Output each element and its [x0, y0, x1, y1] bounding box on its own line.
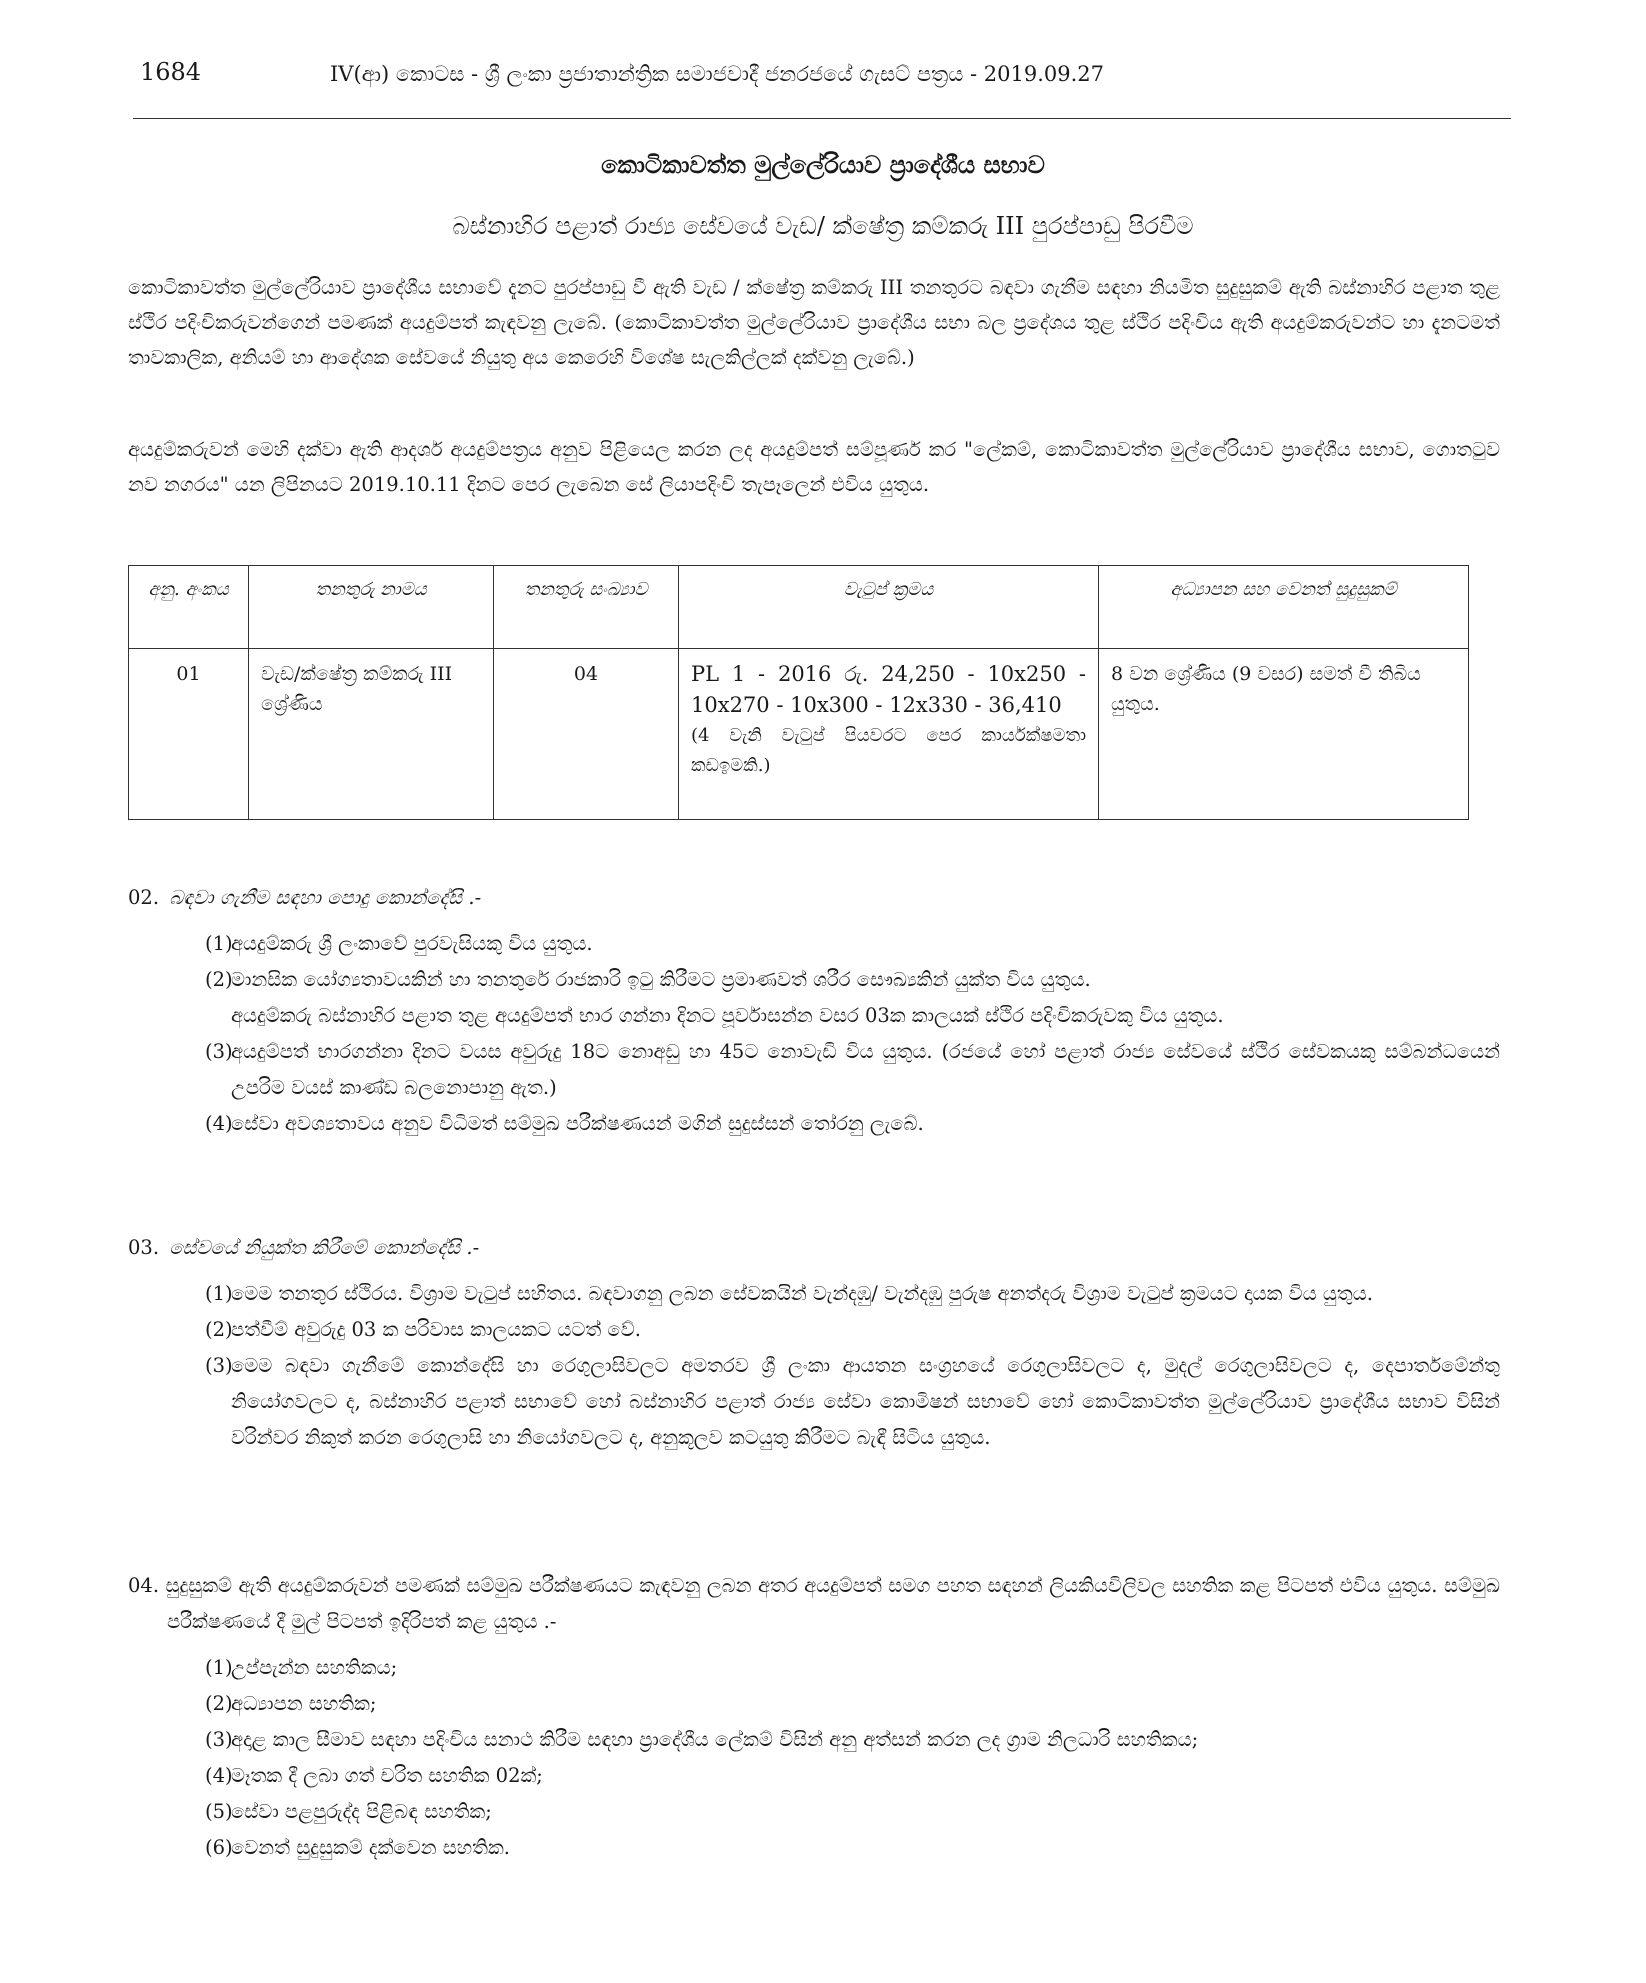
- item-number: (4): [205, 1112, 233, 1135]
- intro-paragraph-2: අයදුම්කරුවන් මෙහි දක්වා ඇති ආදර්ශ අයදුම්පත්‍රය අනුව පිළියෙල කරන ලද අයදුම්පත් සම්පූර්ණ කර "ලේකම්, කොටිකාවත්ත මුල්ලේරියාව ප්‍රාදේශීය සභාව, ගොතටුව නව නගරය" යන ලිපිනයට 2019.10.11 දිනට පෙර ලැබෙන සේ ලියාපදිංචි තැපෑලෙන් එවිය යුතුය.: [128, 438, 1500, 496]
- header-rule: [133, 118, 1511, 119]
- item-number: (2): [205, 1318, 233, 1341]
- section-heading: සේවයේ නියුක්ත කිරීමේ කොන්දේසි .-: [169, 1236, 480, 1259]
- list-item: [128, 926, 1500, 962]
- item-number: (5): [205, 1800, 233, 1823]
- section-03: [128, 1230, 1500, 1456]
- page-header: [140, 58, 1510, 98]
- table-row: [129, 649, 1469, 820]
- intro-paragraph-1: කොටිකාවත්ත මුල්ලේරියාව ප්‍රාදේශීය සභාවේ දැනට පුරප්පාඩු වී ඇති වැඩ / ක්ෂේත්‍ර කම්කරු III තනතුරට බඳවා ගැනීම සඳහා නියමිත සුදුසුකම් ඇති බස්නාහිර පළාත තුළ ස්ථිර පදිංචිකරුවන්ගෙන් පමණක් අයදුම්පත් කැඳවනු ලැබේ. (කොටිකාවත්ත මුල්ලේරියාව ප්‍රාදේශීය සභා බල ප්‍රදේශය තුළ ස්ථිර පදිංචිය ඇති අයදුම්කරුවන්ට හා දැනටමත් තාවකාලික, අනියම් හා ආදේශක සේවයේ නියුතු අය කෙරෙහි විශේෂ සැලකිල්ලක් දක්වනු ලැබේ.): [128, 276, 1500, 369]
- salary-scale-text: PL 1 - 2016 රු. 24,250 - 10x250 - 10x270 - 10x300 - 12x330 - 36,410: [691, 662, 1086, 717]
- col-header-qualifications: අධ්‍යාපන සහ වෙනත් සුදුසුකම්: [1099, 566, 1469, 649]
- item-text: සේවා අවශ්‍යතාවය අනුව විධිමත් සම්මුඛ පරීක්ෂණයන් මගින් සුදුස්සන් තෝරනු ලැබේ.: [231, 1112, 924, 1135]
- list-item: [128, 1106, 1500, 1142]
- page-number: 1684: [140, 58, 202, 86]
- item-text: වෙනත් සුදුසුකම් දක්වෙන සහතික.: [231, 1836, 510, 1859]
- item-number: (2): [205, 968, 233, 991]
- list-item: [128, 1794, 1500, 1830]
- item-number: (1): [205, 1282, 233, 1305]
- item-number: (6): [205, 1836, 233, 1859]
- list-item: [128, 1686, 1500, 1722]
- item-text: අධ්‍යාපන සහතික;: [231, 1692, 377, 1715]
- list-item: [128, 1348, 1500, 1456]
- item-number: (4): [205, 1764, 233, 1787]
- item-text: සේවා පළපුරුද්ද පිළිබඳ සහතික;: [231, 1800, 492, 1823]
- item-text: පත්වීම් අවුරුදු 03 ක පරිවාස කාලයකට යටත් වේ.: [231, 1318, 641, 1341]
- section-04-intro: [128, 1568, 1500, 1640]
- item-number: (3): [205, 1728, 233, 1751]
- col-header-serial: අනු. අංකය: [129, 566, 249, 649]
- list-item: [128, 1276, 1500, 1312]
- list-item: [128, 1034, 1500, 1106]
- council-title: කොටිකාවත්ත මුල්ලේරියාව ප්‍රාදේශීය සභාව: [601, 150, 1045, 179]
- cell-qualifications: 8 වන ශ්‍රේණිය (9 වසර) සමත් වී තිබිය යුතුය.: [1099, 649, 1469, 820]
- list-item: [128, 1312, 1500, 1348]
- item-text: අදාළ කාල සීමාව සඳහා පදිංචිය සනාථ කිරීම සඳහා ප්‍රාදේශීය ලේකම් විසින් අනු අත්සන් කරන ලද ග්‍රාම නිලධාරි සහතිකය;: [231, 1728, 1199, 1751]
- item-text: මෙම තනතුර ස්ථිරය. විශ්‍රාම වැටුප් සහිතය. බඳවාගනු ලබන සේවකයින් වැන්දඹු/ වැන්දඹු පුරුෂ අනත්දරු විශ්‍රාම වැටුප් ක්‍රමයට දායක විය යුතුය.: [231, 1282, 1373, 1305]
- list-item: [128, 1830, 1500, 1866]
- cell-post-count: 04: [494, 649, 679, 820]
- item-number: (1): [205, 932, 233, 955]
- item-number: (3): [205, 1040, 233, 1063]
- cell-post-name: වැඩ/ක්ෂේත්‍ර කම්කරු III ශ්‍රේණිය: [249, 649, 494, 820]
- col-header-salary-scale: වැටුප් ක්‍රමය: [679, 566, 1099, 649]
- section-number: 04.: [128, 1574, 160, 1597]
- section-number: 02.: [128, 886, 160, 909]
- notice-title: බස්නාහිර පළාත් රාජ්‍ය සේවයේ වැඩ/ ක්ෂේත්‍ර කම්කරු III පුරප්පාඩු පිරවීම: [452, 212, 1194, 240]
- gazette-header-title: IV(ආ) කොටස - ශ්‍රී ලංකා ප්‍රජාතාන්ත්‍රික සමාජවාදී ජනරජයේ ගැසට් පත්‍රය - 2019.09.27: [330, 62, 1104, 86]
- section-number: 03.: [128, 1236, 160, 1259]
- list-item: [128, 1722, 1500, 1758]
- list-item: [128, 962, 1500, 998]
- section-02-title: [128, 880, 1500, 916]
- table-header-row: [129, 566, 1469, 649]
- item-text: මෑතක දී ලබා ගත් චරිත සහතික 02ක්;: [231, 1764, 543, 1787]
- item-number: (2): [205, 1692, 233, 1715]
- item-number: (1): [205, 1656, 233, 1679]
- salary-note: (4 වැනි වැටුප් පියවරට පෙර කාර්යක්ෂමතා කඩඉමකි.): [691, 725, 1086, 776]
- col-header-post-name: තනතුරු නාමය: [249, 566, 494, 649]
- list-item: [128, 1650, 1500, 1686]
- section-04: [128, 1568, 1500, 1866]
- section-heading: බඳවා ගැනීම සඳහා පොදු කොන්දේසි .-: [169, 886, 482, 909]
- section-04-intro-text: සුදුසුකම් ඇති අයදුම්කරුවන් පමණක් සම්මුඛ පරීක්ෂණයට කැඳවනු ලබන අතර අයදුම්පත් සමග පහත සඳහන් ලියකියවිලිවල සහතික කළ පිටපත් එවිය යුතුය. සම්මුඛ පරීක්ෂණයේ දී මුල් පිටපත් ඉදිරිපත් කළ යුතුය .-: [165, 1574, 1500, 1633]
- item-text: මානසික යෝග්‍යතාවයකින් හා තනතුරේ රාජකාරි ඉටු කිරීමට ප්‍රමාණවත් ශරීර සෞඛ්‍යකින් යුක්ත විය යුතුය.: [231, 968, 1091, 991]
- col-header-post-count: තනතුරු සංඛ්‍යාව: [494, 566, 679, 649]
- list-item: [128, 1758, 1500, 1794]
- section-03-title: [128, 1230, 1500, 1266]
- cell-serial: 01: [129, 649, 249, 820]
- item-text: අයදුම්කරු ශ්‍රී ලංකාවේ පුරවැසියකු විය යුතුය.: [231, 932, 593, 955]
- item-text: මෙම බඳවා ගැනීමේ කොන්දේසි හා රෙගුලාසිවලට අමතරව ශ්‍රී ලංකා ආයතන සංග්‍රහයේ රෙගුලාසිවලට ද, මුදල් රෙගුලාසිවලට ද, දෙපාර්තමේන්තු නියෝගවලට ද, බස්නාහිර පළාත් සභාවේ හෝ බස්නාහිර පළාත් රාජ්‍ය සේවා කොමිෂන් සභාවේ හෝ කොටිකාවත්ත මුල්ලේරියාව ප්‍රාදේශීය සභාව විසින් වරින්වර නිකුත් කරන රෙගුලාසි හා නියෝගවලට ද, අනුකූලව කටයුතු කිරීමට බැඳී සිටිය යුතුය.: [231, 1354, 1500, 1449]
- vacancy-table: [128, 565, 1469, 820]
- item-continuation: අයදුම්කරු බස්නාහිර පළාත තුළ අයදුම්පත් භාර ගන්නා දිනට පූර්වාසන්න වසර 03ක කාලයක් ස්ථිර පදිංචිකරුවකු විය යුතුය.: [231, 1004, 1224, 1027]
- section-02: [128, 880, 1500, 1142]
- cell-salary-scale: [679, 649, 1099, 820]
- item-text: අයදුම්පත් භාරගන්නා දිනට වයස අවුරුදු 18ට නොඅඩු හා 45ට නොවැඩි විය යුතුය. (රජයේ හෝ පළාත් රාජ්‍ය සේවයේ ස්ථිර සේවකයකු සම්බන්ධයෙන් උපරිම වයස් කාණ්ඩ බලනොපානු ඇත.): [231, 1040, 1500, 1099]
- item-number: (3): [205, 1354, 233, 1377]
- item-text: උප්පැන්න සහතිකය;: [231, 1656, 398, 1679]
